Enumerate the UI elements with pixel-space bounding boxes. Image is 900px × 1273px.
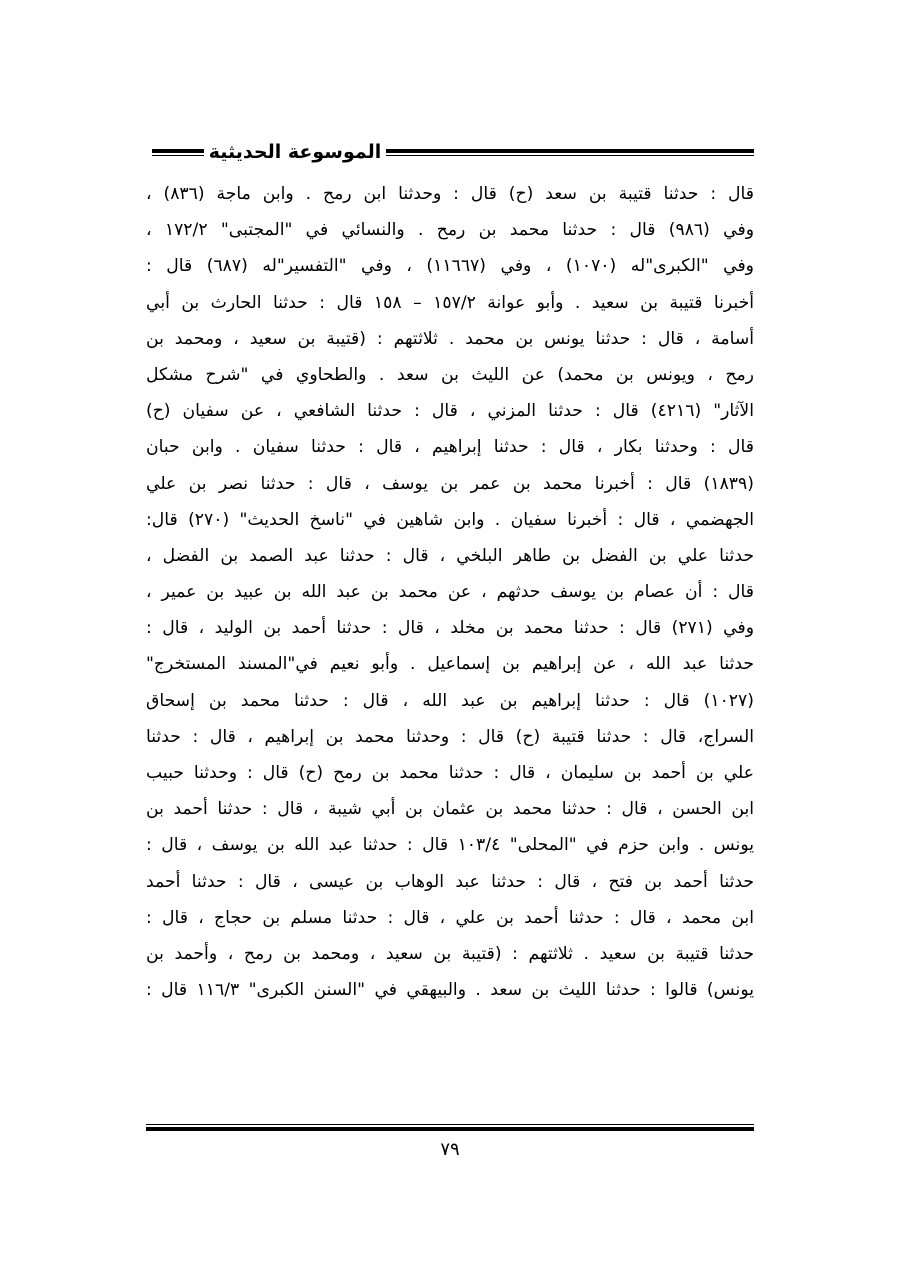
text-line: رمح ، ويونس بن محمد) عن الليث بن سعد . والطحاوي في "شرح مشكل xyxy=(146,364,754,385)
header-rule-right xyxy=(386,149,754,156)
text-line: قال : حدثنا قتيبة بن سعد (ح) قال : وحدثنا ابن رمح . وابن ماجة (٨٣٦) ، xyxy=(146,184,754,204)
footer-rule xyxy=(146,1124,754,1131)
text-line: يونس) قالوا : حدثنا الليث بن سعد . والبيهقي في "السنن الكبرى" ١١٦/٣ قال : xyxy=(146,980,754,1001)
text-line: (١٠٢٧) قال : حدثنا إبراهيم بن عبد الله ، قال : حدثنا محمد بن إسحاق xyxy=(146,690,754,711)
text-line: أسامة ، قال : حدثنا يونس بن محمد . ثلاثتهم : (قتيبة بن سعيد ، ومحمد بن xyxy=(146,328,754,349)
text-line: وفي (٢٧١) قال : حدثنا محمد بن مخلد ، قال : حدثنا أحمد بن الوليد ، قال : xyxy=(146,618,754,639)
page-header xyxy=(146,140,754,170)
header-rule-left xyxy=(152,149,204,156)
text-line: (١٨٣٩) قال : أخبرنا محمد بن عمر بن يوسف ، قال : حدثنا نصر بن علي xyxy=(146,473,754,494)
header-title: الموسوعة الحديثية xyxy=(208,141,382,163)
text-line: السراج، قال : حدثنا قتيبة (ح) قال : وحدثنا محمد بن إبراهيم ، قال : حدثنا xyxy=(146,726,754,747)
text-line: الجهضمي ، قال : أخبرنا سفيان . وابن شاهين في "ناسخ الحديث" (٢٧٠) قال: xyxy=(146,509,754,530)
text-line: أخبرنا قتيبة بن سعيد . وأبو عوانة ١٥٧/٢ – ١٥٨ قال : حدثنا الحارث بن أبي xyxy=(146,292,754,313)
text-line: حدثنا أحمد بن فتح ، قال : حدثنا عبد الوهاب بن عيسى ، قال : حدثنا أحمد xyxy=(146,871,754,892)
text-line: يونس . وابن حزم في "المحلى" ١٠٣/٤ قال : حدثنا عبد الله بن يوسف ، قال : xyxy=(146,835,754,856)
text-line: قال : أن عصام بن يوسف حدثهم ، عن محمد بن عبد الله بن عبيد بن عمير ، xyxy=(146,582,754,603)
text-line: حدثنا قتيبة بن سعيد . ثلاثتهم : (قتيبة بن سعيد ، ومحمد بن رمح ، وأحمد بن xyxy=(146,943,754,964)
text-line: وفي "الكبرى"له (١٠٧٠) ، وفي (١١٦٦٧) ، وفي "التفسير"له (٦٨٧) قال : xyxy=(146,256,754,277)
body-text xyxy=(146,176,754,1008)
text-line: حدثنا علي بن الفضل بن طاهر البلخي ، قال : حدثنا عبد الصمد بن الفضل ، xyxy=(146,545,754,566)
text-line: ابن محمد ، قال : حدثنا أحمد بن علي ، قال : حدثنا مسلم بن حجاج ، قال : xyxy=(146,907,754,928)
page-number: ٧٩ xyxy=(440,1139,460,1160)
text-line: قال : وحدثنا بكار ، قال : حدثنا إبراهيم ، قال : حدثنا سفيان . وابن حبان xyxy=(146,437,754,458)
text-line: الآثار" (٤٢١٦) قال : حدثنا المزني ، قال : حدثنا الشافعي ، عن سفيان (ح) xyxy=(146,401,754,422)
text-line: علي بن أحمد بن سليمان ، قال : حدثنا محمد بن رمح (ح) قال : وحدثنا حبيب xyxy=(146,763,754,783)
text-line: ابن الحسن ، قال : حدثنا محمد بن عثمان بن أبي شيبة ، قال : حدثنا أحمد بن xyxy=(146,799,754,820)
text-line: حدثنا عبد الله ، عن إبراهيم بن إسماعيل . وأبو نعيم في"المسند المستخرج" xyxy=(146,654,754,675)
text-line: وفي (٩٨٦) قال : حدثنا محمد بن رمح . والنسائي في "المجتبى" ١٧٢/٢ ، xyxy=(146,220,754,241)
